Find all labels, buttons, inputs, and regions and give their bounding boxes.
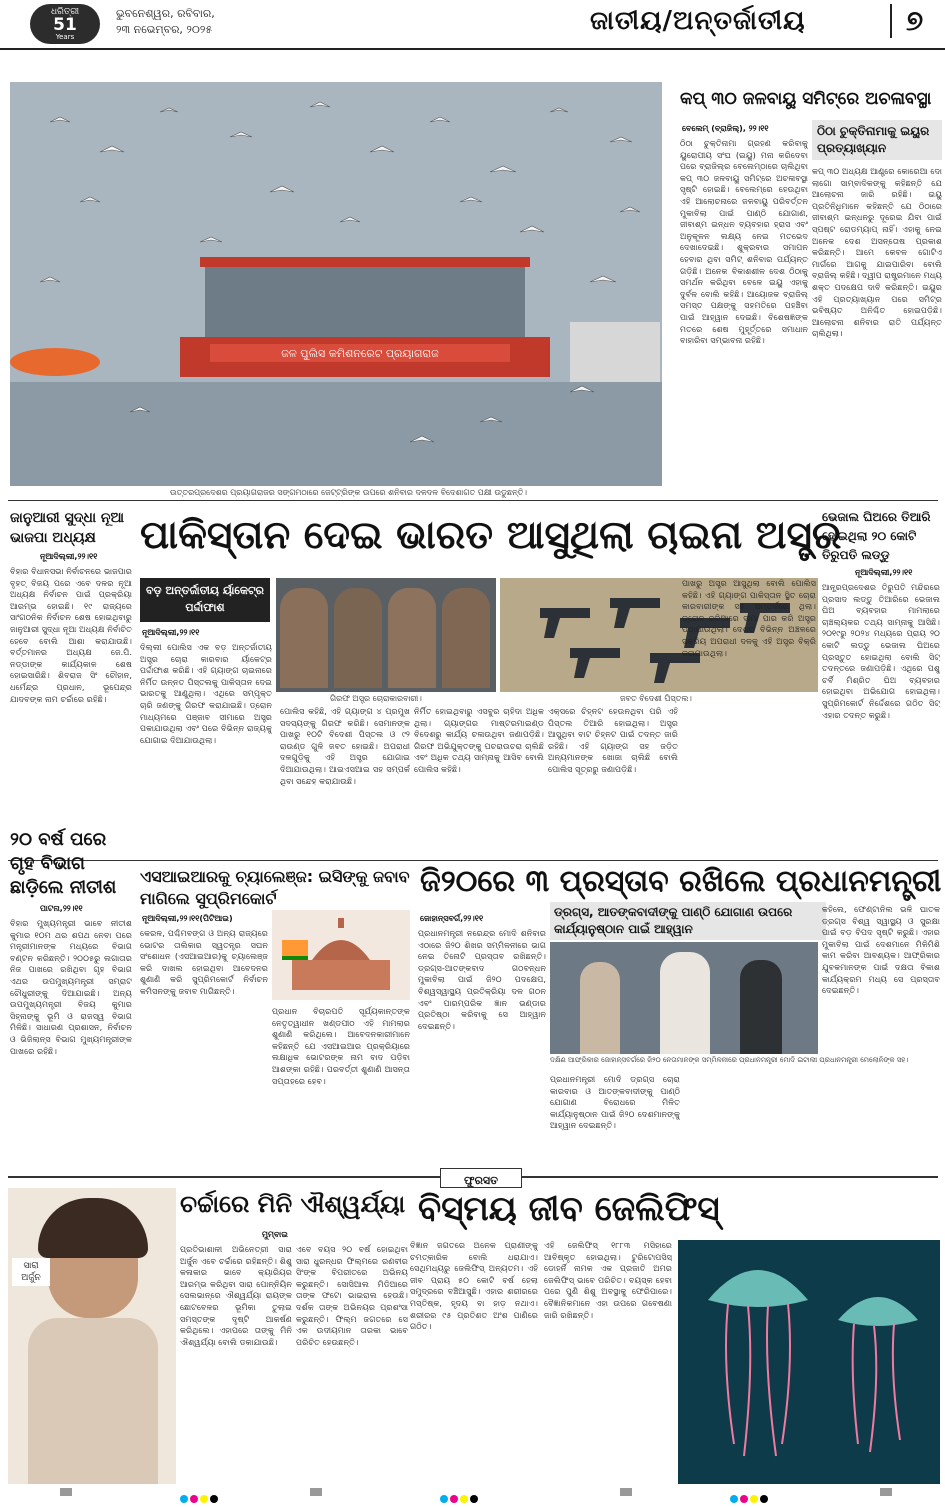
police-boat-bg [570, 322, 660, 382]
g20-photo [550, 942, 818, 1054]
g20-col-3: ପ୍ରଧାନମନ୍ତ୍ରୀ ମୋଦି ଡ୍ରଗ୍ସ ଚୋରା କାରବାର ଓ ଆତଙ୍କବାଦୀଙ୍କୁ ପାଣ୍ଠି ଯୋଗାଣ ବିରୋଧରେ ମିଳିତ କାର୍ଯ୍ୟାନୁଷ୍ଠାନ ପାଇଁ ଜି୨୦ ଦେଶମାନଙ୍କୁ ଆହ୍ୱାନ ଦେଇଛନ୍ତି। [550, 1074, 680, 1131]
laddu-body: ଆନ୍ଧ୍ରପ୍ରଦେଶର ତିରୁପତି ମନ୍ଦିରରେ ପ୍ରସାଦ ଲଡ୍ଡୁ ତିଆରିରେ ଭେଜାଲ ଘିଅ ବ୍ୟବହାର ମାମଲାରେ ଚାଞ୍ଚଲ୍ୟକର ତଥ୍ୟ ସାମ୍ନାକୁ ଆସିଛି। ୨୦୧୯ରୁ ୨୦୨୪ ମଧ୍ୟରେ ପ୍ରାୟ ୨୦ କୋଟି ଲଡ୍ଡୁ ଭେଜାଲ ଘିଅରେ ପ୍ରସ୍ତୁତ ହୋଇଥିଲା ବୋଲି ସିଟ୍ ତଦନ୍ତରେ ଜଣାପଡ଼ିଛି। ଏଥିରେ ପଶୁ ଚର୍ବି ମିଶ୍ରିତ ଘିଅ ବ୍ୟବହାର ହୋଇଥିବା ଅଭିଯୋଗ ହୋଇଥିଲା। ସୁପ୍ରିମକୋର୍ଟ ନିର୍ଦ୍ଦେଶରେ ଗଠିତ ସିଟ୍ ଏହାର ତଦନ୍ତ କରୁଛି। [822, 582, 940, 720]
dateline-city: ଭୁବନେଶ୍ୱର, ରବିବାର, [116, 7, 215, 20]
feature-label-box [440, 1168, 522, 1188]
logo-name: ଧରିତ୍ରୀ [50, 7, 80, 17]
accused-caption: ଗିରଫ ଅସ୍ତ୍ର ଚୋରାକାରବାରୀ। [330, 694, 422, 703]
supreme-court-photo [272, 910, 410, 1000]
masthead [0, 0, 945, 50]
section-title: ଜାତୀୟ/ଅନ୍ତର୍ଜାତୀୟ [590, 6, 806, 36]
print-marks [0, 1486, 945, 1498]
arms-col-4: ଏକ୍ସରେ ଚିହ୍ନଟ ହେଉନଥିବା ପରି ଏହି ପିସ୍ତଲ ତିଆରି ହୋଇଥିଲା। ଅସ୍ତ୍ର ଆସୁଥିବା ବାଟ ଚିହ୍ନଟ ପାଇଁ ତଦନ୍ତ ଜାରି ରହିଛି। ଏହି ଗ୍ୟାଙ୍ଗ ସହ ଜଡ଼ିତ ଅନ୍ୟମାନଙ୍କ ଖୋଜା ଚାଲିଛି ବୋଲି ପୋଲିସ ସୂତ୍ରରୁ ଜଣାପଡ଼ିଛି। [548, 706, 678, 774]
g20-dateline: ଜୋହାନ୍ସବର୍ଗ,୨୨।୧୧ [420, 914, 484, 923]
newspaper-logo [30, 4, 100, 44]
feature-label: ଫୁରସତ [464, 1174, 498, 1187]
sc-col-2: ପ୍ରଧାନ ବିଚାରପତି ସୂର୍ଯ୍ୟକାନ୍ତଙ୍କ ନେତୃତ୍ୱାଧୀନ ଖଣ୍ଡପୀଠ ଏହି ମାମଲାର ଶୁଣାଣି କରିଥିଲେ। ଆବେଦନକାରୀମାନେ କହିଛନ୍ତି ଯେ ଏସଆଇଆର ପ୍ରକ୍ରିୟାରେ ଲକ୍ଷାଧିକ ଭୋଟରଙ୍କ ନାମ ବାଦ ପଡ଼ିବା ଆଶଙ୍କା ରହିଛି। ପରବର୍ତ୍ତୀ ଶୁଣାଣି ଆସନ୍ତା ସପ୍ତାହରେ ହେବ। [272, 1006, 410, 1086]
bjp-headline: ଜାନୁଆରୀ ସୁଦ୍ଧା ନୂଆ ଭାଜପା ଅଧ୍ୟକ୍ଷ [10, 510, 125, 546]
cop-col-2: କପ୍ ୩୦ ଅଧ୍ୟକ୍ଷ ଆଣ୍ଡ୍ରେ କୋରେଆ ଦୋ ଲାଗୋ ସାମ୍ବାଦିକଙ୍କୁ କହିଛନ୍ତି ଯେ ଆଲୋଚନା ଜାରି ରହିଛି। ଇୟୁ ପ୍ରତିନିଧିମାନେ କହିଛନ୍ତି ଯେ ଠିଠାରେ ଜୀବାଶ୍ମ ଇନ୍ଧନରୁ ଦୂରେଇ ଯିବା ପାଇଁ ସ୍ପଷ୍ଟ ରୋଡମ୍ୟାପ୍ ନାହିଁ। ଏହାକୁ ନେଇ ଅନେକ ଦେଶ ଅସନ୍ତୋଷ ପ୍ରକାଶ କରିଛନ୍ତି। ଆମେ କେବଳ ଗୋଟିଏ ମାର୍ଗରେ ଆଗକୁ ଯାଇପାରିବା ବୋଲି ବ୍ରାଜିଲ୍ କହିଛି। ଦ୍ୱୀପ ରାଷ୍ଟ୍ରମାନେ ମଧ୍ୟ ଶକ୍ତ ପଦକ୍ଷେପ ଦାବି କରିଛନ୍ତି। ଇୟୁର ଏହି ପ୍ରତ୍ୟାଖ୍ୟାନ ପରେ ସମିଟ୍‌ର ଭବିଷ୍ୟତ ଅନିଶ୍ଚିତ ହୋଇପଡ଼ିଛି। ଆଲୋଚନା ଶନିବାର ରାତି ପର୍ଯ୍ୟନ୍ତ ଚାଲିଥିଲା। [812, 166, 942, 339]
cop-subhead: ଠିଠା ଚୁକ୍ତିନାମାକୁ ଇୟୁର ପ୍ରତ୍ୟାଖ୍ୟାନ [817, 124, 930, 155]
jellyfish-illustration [678, 1240, 940, 1484]
nitish-headline: ୨୦ ବର୍ଷ ପରେ ଗୃହ ବିଭାଗ ଛାଡ଼ିଲେ ନୀତୀଶ [10, 829, 117, 898]
cop-headline: କପ୍ ୩୦ ଜଳବାୟୁ ସମିଟ୍‌ରେ ଅଚଳାବସ୍ଥା [680, 89, 932, 109]
guns-caption: ଜବତ ବିଦେଶୀ ପିସ୍ତଲ। [620, 694, 692, 703]
actress-col-2: ଏବେ ବୟସ ୨୦ ବର୍ଷ ହୋଇଥିବା ସାରା ଧୁରନ୍ଧର ଫିଲ୍ମରେ ରଣବୀର ସିଂଙ୍କ ବିପରୀତରେ ଅଭିନୟ କରୁଛନ୍ତି। ସୋସିଆଲ ମିଡିଆରେ ତାଙ୍କ ଫଟୋ ଭାଇରାଲ ହେଉଛି। ଦର୍ଶକ ତାଙ୍କ ଅଭିନୟର ପ୍ରଶଂସା କରୁଛନ୍ତି। ଫିଲ୍ମ ଜଗତରେ ସେ ଏକ ଉଦୀୟମାନ ତାରକା ଭାବେ ପରିଚିତ ହେଉଛନ୍ତି। [296, 1244, 408, 1347]
cop-col-1: ଠିଠା ଚୁକ୍ତିନାମା ଗ୍ରହଣ କରିବାକୁ ୟୁରୋପୀୟ ସଂଘ (ଇୟୁ) ମନା କରିଦେବା ପରେ ବ୍ରାଜିଲ୍‌ର ବେଲେମ୍‌ଠାରେ ଚାଲିଥିବା କପ୍ ୩୦ ଜଳବାୟୁ ସମିଟ୍‌ରେ ଅଚଳାବସ୍ଥା ସୃଷ୍ଟି ହୋଇଛି। ବେଲେମ୍‌ରେ ହେଉଥିବା ଏହି ଆଲୋଚନାରେ ଜଳବାୟୁ ପରିବର୍ତ୍ତନ ମୁକାବିଲା ପାଇଁ ପାଣ୍ଠି ଯୋଗାଣ, ଜୀବାଶ୍ମ ଇନ୍ଧନ ବ୍ୟବହାର ହ୍ରାସ ଏବଂ ଅନୁକୂଳନ ଲକ୍ଷ୍ୟ ନେଇ ମତଭେଦ ଦେଖାଦେଇଛି। ଶୁକ୍ରବାର ସମାପନ ହେବାର ଥିବା ସମିଟ୍ ଶନିବାର ପର୍ଯ୍ୟନ୍ତ ଗଡ଼ିଛି। ଅନେକ ବିକାଶଶୀଳ ଦେଶ ଠିଠାକୁ ସମର୍ଥନ କରିଥିବା ବେଳେ ଇୟୁ ଏହାକୁ ଦୁର୍ବଳ ବୋଲି କହିଛି। ଆୟୋଜକ ବ୍ରାଜିଲ୍ ସମସ୍ତ ପକ୍ଷଙ୍କୁ ସହମତିରେ ପହଞ୍ଚିବା ପାଇଁ ଆହ୍ୱାନ ଦେଇଛି। ବିଶେଷଜ୍ଞଙ୍କ ମତରେ ଶେଷ ମୁହୂର୍ତ୍ତରେ ସମାଧାନ ବାହାରିବା ସମ୍ଭାବନା ରହିଛି। [680, 138, 808, 346]
logo-number: 51 [53, 15, 77, 35]
cop-dateline: ବେଲେମ୍ (ବ୍ରାଜିଲ୍), ୨୨।୧୧ [682, 124, 769, 133]
actress-photo [8, 1188, 176, 1484]
boat-banner: ଜଳ ପୁଲିସ କମିଶନରେଟ ପ୍ରୟାଗରାଜ [281, 347, 439, 360]
sc-headline: ଏସଆଇଆରକୁ ଚ୍ୟାଲେଞ୍ଜ: ଇସିଙ୍କୁ ଜବାବ ମାଗିଲେ ସୁପ୍ରିମକୋର୍ଟ [140, 867, 410, 908]
bjp-dateline: ନୂଆଦିଲ୍ଲୀ,୨୨।୧୧ [40, 552, 98, 561]
dateline [116, 6, 215, 38]
g20-photo-caption: ଦକ୍ଷିଣ ଆଫ୍ରିକାର ଜୋହାନ୍ସବର୍ଗରେ ଜି୨୦ ନେତାମାନଙ୍କ ସମ୍ମିଳନୀରେ ପ୍ରଧାନମନ୍ତ୍ରୀ ମୋଦି ଇଟାଲୀ ପ୍ରଧାନମନ୍ତ୍ରୀ ମେଲୋନିଙ୍କ ସହ। [550, 1056, 909, 1064]
name-label: ସାରା ଅର୍ଜୁନ [21, 1261, 41, 1283]
cop-subhead-box [812, 120, 942, 160]
jellyfish-headline: ବିସ୍ମୟ ଜୀବ ଜେଲିଫିସ୍ [418, 1189, 720, 1229]
racket-label: ବଡ଼ ଅନ୍ତର୍ଜାତୀୟ ର୍ୟାକେଟ୍‌ର ପର୍ଦ୍ଦାଫାଶ [145, 584, 265, 614]
racket-box [140, 578, 270, 622]
boat-roof [200, 257, 530, 267]
g20-col-4: କହିଲେ, ଫେଣ୍ଟାନିଲ ଭଳି ଘାତକ ଡ୍ରଗ୍ସ ବିଶ୍ୱ ସ୍ୱାସ୍ଥ୍ୟ ଓ ସୁରକ୍ଷା ପାଇଁ ବଡ଼ ବିପଦ ସୃଷ୍ଟି କରୁଛି। ଏହାର ମୁକାବିଲା ପାଇଁ ଦେଶମାନେ ମିଳିମିଶି କାମ କରିବା ଆବଶ୍ୟକ। ଆଫ୍ରିକାର ଯୁବକମାନଙ୍କ ପାଇଁ ଦକ୍ଷତା ବିକାଶ କାର୍ଯ୍ୟକ୍ରମ ମଧ୍ୟ ସେ ପ୍ରସ୍ତାବ ଦେଇଛନ୍ତି। [822, 904, 940, 996]
arms-headline: ପାକିସ୍ତାନ ଦେଇ ଭାରତ ଆସୁଥିଲା ଚାଇନା ଅସ୍ତ୍ର [140, 513, 842, 558]
jellyfish-col-1: ବିଜ୍ଞାନ ଜଗତରେ ଅନେକ ପ୍ରାଣୀଙ୍କୁ ଚମତ୍କାରିକ ବୋଲି ଧରାଯାଏ। ସେଥିମଧ୍ୟରୁ ଜେଲିଫିସ୍ ଅନ୍ୟତମ। ଏହି ଜୀବ ପ୍ରାୟ ୫୦ କୋଟି ବର୍ଷ ହେଲା ସମୁଦ୍ରରେ ବଞ୍ଚିଆସୁଛି। ଏହାର ଶରୀରରେ ମସ୍ତିଷ୍କ, ହୃଦୟ ବା ହାଡ଼ ନଥାଏ। ଶରୀରର ୯୫ ପ୍ରତିଶତ ଅଂଶ ପାଣିରେ ଗଠିତ। [410, 1240, 538, 1332]
arms-col-5: ପାଖରୁ ଅସ୍ତ୍ର ଆସୁଥିଲା ବୋଲି ପୋଲିସ କହିଛି। ଏହି ଗ୍ୟାଙ୍ଗ ପାକିସ୍ତାନ ସ୍ଥିତ ଚୋରା କାରବାରୀଙ୍କ ସହ ସମ୍ପର୍କରେ ଥିଲା। ଡ୍ରୋନ ଜରିଆରେ ସୀମା ପାର କରି ଅସ୍ତ୍ର ପଠାଯାଉଥିଲା। ଦେଶର ବିଭିନ୍ନ ଅଞ୍ଚଳରେ ସକ୍ରିୟ ଅପରାଧୀ ଦଳକୁ ଏହି ଅସ୍ତ୍ର ବିକ୍ରି କରାଯାଉଥିଲା। [682, 578, 816, 658]
arms-col-1: ଦିଲ୍ଲୀ ପୋଲିସ ଏକ ବଡ଼ ଅନ୍ତର୍ଜାତୀୟ ଅସ୍ତ୍ର ଚୋରା କାରବାର ର୍ୟାକେଟ୍‌ର ପର୍ଦ୍ଦାଫାଶ କରିଛି। ଏହି ଗ୍ୟାଙ୍ଗ ଚାଇନାରେ ନିର୍ମିତ ଉନ୍ନତ ପିସ୍ତଲକୁ ପାକିସ୍ତାନ ଦେଇ ଭାରତକୁ ଆଣୁଥିଲା। ଏଥିରେ ସମ୍ପୃକ୍ତ ଚାରି ଜଣଙ୍କୁ ଗିରଫ କରାଯାଇଛି। ଡ୍ରୋନ ମାଧ୍ୟମରେ ପଞ୍ଜାବ ସୀମାରେ ଅସ୍ତ୍ର ପକାଯାଉଥିଲା ଏବଂ ପରେ ବିଭିନ୍ନ ରାଜ୍ୟକୁ ଯୋଗାଇ ଦିଆଯାଉଥିଲା। [140, 642, 272, 745]
accused-photo [276, 578, 496, 692]
court-dome-illustration [272, 910, 410, 1000]
nitish-dateline: ପାଟନା,୨୨।୧୧ [40, 904, 83, 913]
rule-2 [8, 860, 938, 861]
sc-col-1: କେରଳ, ପଶ୍ଚିମବଙ୍ଗ ଓ ଅନ୍ୟ ରାଜ୍ୟରେ ଭୋଟର ତାଲିକାର ସ୍ୱତନ୍ତ୍ର ସଘନ ସଂଶୋଧନ (ଏସଆଇଆର)କୁ ଚ୍ୟାଲେଞ୍ଜ କରି ଦାଖଲ ହୋଇଥିବା ଆବେଦନର ଶୁଣାଣି କରି ସୁପ୍ରିମକୋର୍ଟ ନିର୍ବାଚନ କମିସନଙ୍କୁ ଜବାବ ମାଗିଛନ୍ତି। [140, 928, 268, 996]
top-photo [10, 82, 662, 486]
g20-subhead: ଡ୍ରଗ୍ସ, ଆତଙ୍କବାଦୀଙ୍କୁ ପାଣ୍ଠି ଯୋଗାଣ ଉପରେ କାର୍ଯ୍ୟାନୁଷ୍ଠାନ ପାଇଁ ଆହ୍ୱାନ [550, 902, 826, 940]
top-photo-caption: ଉତ୍ତରପ୍ରଦେଶର ପ୍ରୟାଗରାଜର ସଙ୍ଗମଠାରେ ଜେଟ୍‌ଟ୍ରିଙ୍କ ଉପରେ ଶନିବାର ଦଳଦଳ ବିଦେଶାଗତ ପକ୍ଷୀ ଉଡୁଛନ୍ତି। [170, 488, 527, 497]
nitish-body: ବିହାର ମୁଖ୍ୟମନ୍ତ୍ରୀ ଭାବେ ନୀତୀଶ କୁମାର ୧୦ମ ଥର ଶପଥ ନେବା ପରେ ମନ୍ତ୍ରୀମାନଙ୍କ ମଧ୍ୟରେ ବିଭାଗ ବଣ୍ଟନ କରିଛନ୍ତି। ୨୦୦୫ରୁ ଲଗାତାର ନିଜ ପାଖରେ ରଖିଥିବା ଗୃହ ବିଭାଗ ଏଥର ଉପମୁଖ୍ୟମନ୍ତ୍ରୀ ସମ୍ରାଟ ଚୌଧୁରୀଙ୍କୁ ଦିଆଯାଇଛି। ଅନ୍ୟ ଉପମୁଖ୍ୟମନ୍ତ୍ରୀ ବିଜୟ କୁମାର ସିହ୍ନାଙ୍କୁ ଭୂମି ଓ ରାଜସ୍ୱ ବିଭାଗ ମିଳିଛି। ସାଧାରଣ ପ୍ରଶାସନ, ନିର୍ବାଚନ ଓ ଭିଜିଲାନ୍ସ ବିଭାଗ ମୁଖ୍ୟମନ୍ତ୍ରୀଙ୍କ ପାଖରେ ରହିଛି। [10, 918, 132, 1056]
bjp-body: ବିହାର ବିଧାନସଭା ନିର୍ବାଚନରେ ଭାଜପାର ବୃହତ୍ ବିଜୟ ପରେ ଏବେ ଦଳର ନୂଆ ଅଧ୍ୟକ୍ଷ ନିର୍ବାଚନ ପାଇଁ ପ୍ରକ୍ରିୟା ଆରମ୍ଭ ହୋଇଛି। ୧୯ ରାଜ୍ୟରେ ସାଂଗଠନିକ ନିର୍ବାଚନ ଶେଷ ହୋଇଥିବାରୁ ଜାନୁଆରୀ ସୁଦ୍ଧା ନୂଆ ଅଧ୍ୟକ୍ଷ ନିର୍ବାଚିତ ହେବେ ବୋଲି ଆଶା କରାଯାଉଛି। ବର୍ତ୍ତମାନର ଅଧ୍ୟକ୍ଷ ଜେ.ପି. ନଡ୍ଡାଙ୍କ କାର୍ଯ୍ୟକାଳ ଶେଷ ହୋଇସାରିଛି। ଶିବରାଜ ସିଂ ଚୌହାନ, ଧର୍ମେନ୍ଦ୍ର ପ୍ରଧାନ, ଭୂପେନ୍ଦ୍ର ଯାଦବଙ୍କ ନାମ ଚର୍ଚ୍ଚାରେ ରହିଛି। [10, 566, 132, 704]
g20-col-1: ପ୍ରଧାନମନ୍ତ୍ରୀ ନରେନ୍ଦ୍ର ମୋଦି ଶନିବାର ଏଠାରେ ଜି୨୦ ଶିଖର ସମ୍ମିଳନୀରେ ଭାଗ ନେଇ ତିନୋଟି ପ୍ରସ୍ତାବ ରଖିଛନ୍ତି। ଡ୍ରଗ୍ସ-ଆତଙ୍କବାଦ ଗଠବନ୍ଧନ ମୁକାବିଲା ପାଇଁ ଜି୨୦ ପଦକ୍ଷେପ, ବିଶ୍ୱସ୍ୱାସ୍ଥ୍ୟ ପ୍ରତିକ୍ରିୟା ଦଳ ଗଠନ ଏବଂ ପାରମ୍ପରିକ ଜ୍ଞାନ ଭଣ୍ଡାର ପ୍ରତିଷ୍ଠା କରିବାକୁ ସେ ଆହ୍ୱାନ ଦେଇଛନ୍ତି। [418, 928, 546, 1031]
dateline-date: ୨୩ ନଭେମ୍ବର, ୨୦୨୫ [116, 23, 213, 36]
sc-dateline: ନୂଆଦିଲ୍ଲୀ,୨୨।୧୧(ପିଟିଆଇ) [142, 914, 233, 923]
laddu-dateline: ନୂଆଦିଲ୍ଲୀ,୨୨।୧୧ [855, 568, 913, 577]
actress-dateline: ମୁମ୍ବାଇ [262, 1230, 288, 1239]
logo-years: Years [55, 33, 75, 41]
birds-boat-illustration [10, 82, 662, 486]
arms-dateline: ନୂଆଦିଲ୍ଲୀ,୨୨।୧୧ [142, 628, 200, 637]
rescue-boat [10, 348, 100, 376]
jellyfish-col-2: ଏହି ଜେଲିଫିସ୍ ୧୮୮୩ ମସିହାରେ ଆବିଷ୍କୃତ ହୋଇଥିଲା। ଟୁରିଟୋପସିସ୍ ଡୋହର୍ନି ନାମକ ଏକ ପ୍ରଜାତି ଅମର ଜେଲିଫିସ୍ ଭାବେ ପରିଚିତ। ବୟସ୍କ ହେବା ପରେ ପୁଣି ଶିଶୁ ଅବସ୍ଥାକୁ ଫେରିପାରେ। ବୈଜ୍ଞାନିକମାନେ ଏହା ଉପରେ ଗବେଷଣା ଜାରି ରଖିଛନ୍ତି। [544, 1240, 672, 1320]
laddu-headline: ଭେଜାଲ ଘିଅରେ ତିଆରି ହୋଇଥିଲା ୨୦ କୋଟି ତିରୁପତି ଲଡ୍ଡୁ [822, 510, 931, 562]
page-number: ୭ [890, 4, 923, 38]
actress-headline: ଚର୍ଚ୍ଚାରେ ମିନି ଐଶ୍ୱର୍ଯ୍ୟା [180, 1190, 406, 1218]
boat-cabin [205, 267, 525, 337]
actress-col-1: ପ୍ରତିଭାଶାଳୀ ଅଭିନେତ୍ରୀ ସାରା ଅର୍ଜୁନ ଏବେ ଚର୍ଚ୍ଚାରେ ରହିଛନ୍ତି। ଶିଶୁ କଳାକାର ଭାବେ କ୍ୟାରିୟର ଆରମ୍ଭ କରିଥିବା ସାରା ପୋନ୍ନିୟିନ ସେଲଭାନ୍‌ରେ ଐଶ୍ୱର୍ଯ୍ୟା ରାୟଙ୍କ ଛୋଟବେଳର ଭୂମିକା ତୁଲାଇ ସମସ୍ତଙ୍କ ଦୃଷ୍ଟି ଆକର୍ଷଣ କରିଥିଲେ। ଏହାପରେ ତାଙ୍କୁ ମିନି ଐଶ୍ୱର୍ଯ୍ୟା ବୋଲି ଡକାଯାଉଛି। [180, 1244, 292, 1347]
jellyfish-photo [678, 1240, 940, 1484]
arms-col-3: ନିର୍ମିତ ହୋଇଥିବାରୁ ଏସବୁର ଚାହିଦା ଅଧିକ ଥିଲା। ଗ୍ୟାଙ୍ଗର ମାଷ୍ଟରମାଇଣ୍ଡ ବିଦେଶରୁ କାର୍ଯ୍ୟ ଚଳାଉଥିବା ଜଣାପଡ଼ିଛି। ଗିରଫ ଅଭିଯୁକ୍ତଙ୍କୁ ପଚରାଉଚରା ଚାଲିଛି ଏବଂ ଅଧିକ ତଥ୍ୟ ସାମ୍ନାକୁ ଆସିବ ବୋଲି ପୋଲିସ କହିଛି। [414, 706, 544, 774]
arms-col-2: ପୋଲିସ କହିଛି, ଏହି ଗ୍ୟାଙ୍ଗ ୪ ପ୍ରମୁଖ ସଦସ୍ୟଙ୍କୁ ଗିରଫ କରିଛି। ସେମାନଙ୍କ ପାଖରୁ ୧୦ଟି ବିଦେଶୀ ପିସ୍ତଲ ଓ ୯୨ ରାଉଣ୍ଡ ଗୁଳି ଜବତ ହୋଇଛି। ଅପରାଧୀ ଦଳଗୁଡ଼ିକୁ ଏହି ଅସ୍ତ୍ର ଯୋଗାଇ ଦିଆଯାଉଥିଲା। ଆଇଏସଆଇ ସହ ସମ୍ପର୍କ ଥିବା ସନ୍ଦେହ କରାଯାଉଛି। [280, 706, 410, 786]
g20-headline: ଜି୨୦ରେ ୩ ପ୍ରସ୍ତାବ ରଖିଲେ ପ୍ରଧାନମନ୍ତ୍ରୀ [420, 864, 942, 899]
name-tag [12, 1258, 50, 1286]
